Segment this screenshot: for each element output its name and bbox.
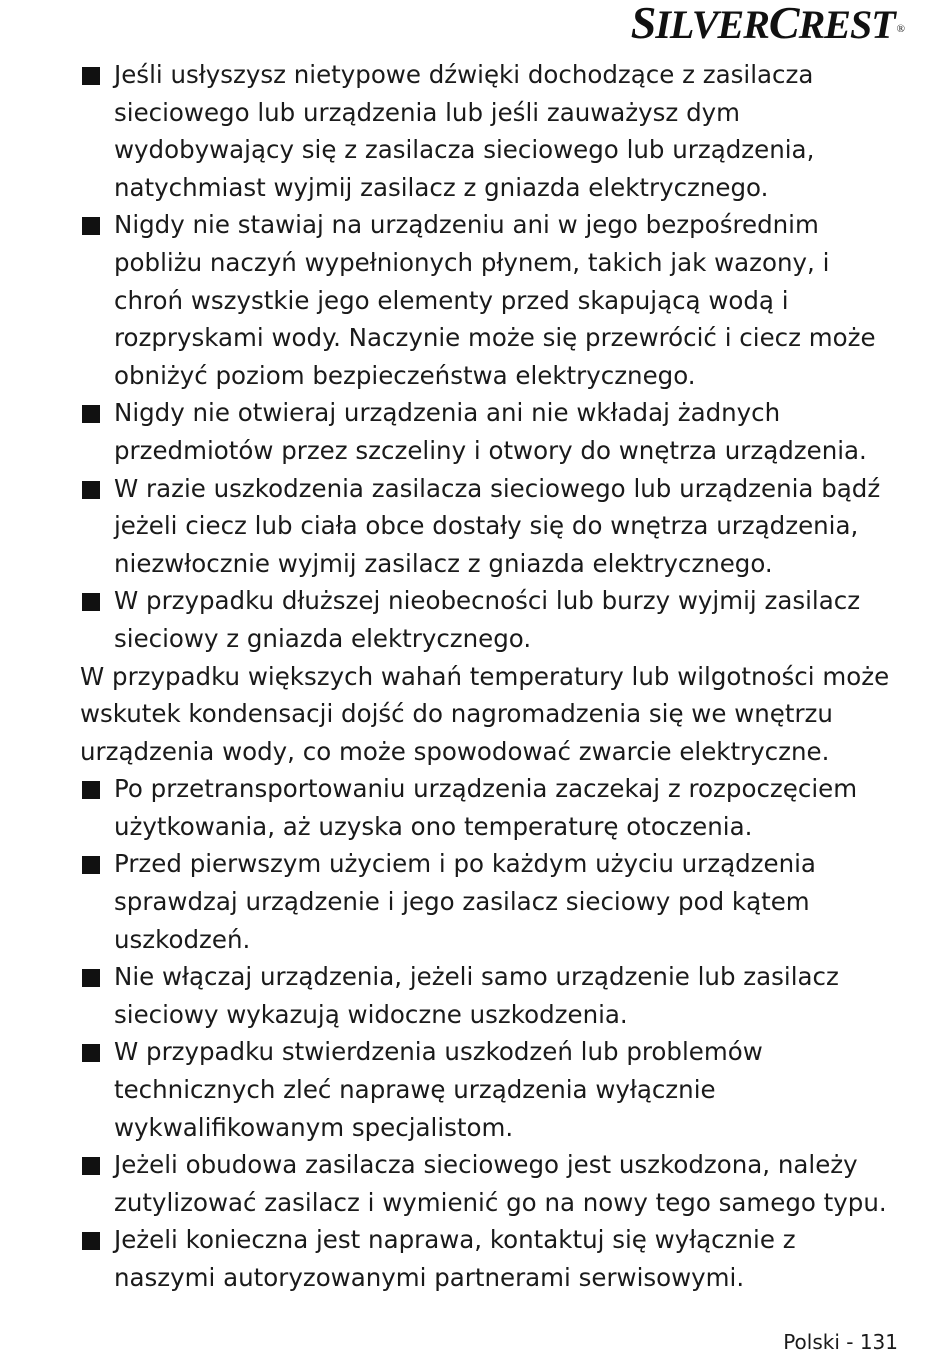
square-bullet-icon (82, 481, 100, 499)
square-bullet-icon (82, 781, 100, 799)
brand-text: ILVER (655, 2, 769, 47)
list-item-text: Jeżeli obudowa zasilacza sieciowego jest uszkodzona, należy zutylizować zasilacz i wymienić go na nowy tego samego typu. (114, 1150, 887, 1217)
list-item-text: Przed pierwszym użyciem i po każdym użyciu urządzenia sprawdzaj urządzenie i jego zasilacz sieciowy pod kątem uszkodzeń. (114, 849, 816, 954)
list-item (80, 394, 902, 469)
square-bullet-icon (82, 1044, 100, 1062)
list-item-text: W przypadku stwierdzenia uszkodzeń lub problemów technicznych zleć naprawę urządzenia wyłącznie wykwalifikowanym specjalistom. (114, 1037, 763, 1142)
list-item (80, 56, 902, 206)
list-item (80, 206, 902, 394)
list-item-text: Jeśli usłyszysz nietypowe dźwięki dochodzące z zasilacza sieciowego lub urządzenia lub jeśli zauważysz dym wydobywający się z zasilacza sieciowego lub urządzenia, natychmiast wyjmij zasilacz z gniazda elektrycznego. (114, 60, 815, 202)
list-item-text: Nie włączaj urządzenia, jeżeli samo urządzenie lub zasilacz sieciowy wykazują widoczne uszkodzenia. (114, 962, 839, 1029)
brand-text: REST (798, 2, 895, 47)
list-item-text: W przypadku dłuższej nieobecności lub burzy wyjmij zasilacz sieciowy z gniazda elektrycznego. (114, 586, 861, 653)
list-item-text: W razie uszkodzenia zasilacza sieciowego lub urządzenia bądź jeżeli ciecz lub ciała obce dostały się do wnętrza urządzenia, niezwłocznie wyjmij zasilacz z gniazda elektrycznego. (114, 473, 881, 578)
list-item (80, 1033, 902, 1146)
list-item-text: Jeżeli konieczna jest naprawa, kontaktuj się wyłącznie z naszymi autoryzowanymi partnerami serwisowymi. (114, 1225, 796, 1292)
registered-mark: ® (896, 23, 904, 35)
list-item-text: Nigdy nie stawiaj na urządzeniu ani w jego bezpośrednim pobliżu naczyń wypełnionych płynem, takich jak wazony, i chroń wszystkie jego elementy przed skapującą wodą i rozpryskami wody. Naczynie może się przewrócić i ciecz może obniżyć poziom bezpieczeństwa elektrycznego. (114, 210, 876, 390)
list-item (80, 470, 902, 583)
list-item-text: Po przetransportowaniu urządzenia zaczekaj z rozpoczęciem użytkowania, aż uzyska ono temperaturę otoczenia. (114, 774, 858, 841)
square-bullet-icon (82, 1157, 100, 1175)
list-item (80, 845, 902, 958)
list-item (80, 958, 902, 1033)
document-body (80, 56, 902, 1297)
list-item (80, 1221, 902, 1296)
list-item (80, 770, 902, 845)
square-bullet-icon (82, 856, 100, 874)
list-item (80, 1146, 902, 1221)
square-bullet-icon (82, 405, 100, 423)
brand-letter: C (768, 0, 799, 48)
square-bullet-icon (82, 1232, 100, 1250)
square-bullet-icon (82, 67, 100, 85)
paragraph: W przypadku większych wahań temperatury lub wilgotności może wskutek kondensacji dojść do nagromadzenia się we wnętrzu urządzenia wody, co może spowodować zwarcie elektryczne. (80, 661, 890, 766)
square-bullet-icon (82, 217, 100, 235)
brand-logo (631, 2, 904, 46)
list-item-text: Nigdy nie otwieraj urządzenia ani nie wkładaj żadnych przedmiotów przez szczeliny i otwory do wnętrza urządzenia. (114, 398, 867, 465)
square-bullet-icon (82, 969, 100, 987)
list-item (80, 582, 902, 657)
brand-letter: S (630, 0, 656, 48)
square-bullet-icon (82, 593, 100, 611)
page-number: Polski - 131 (783, 1330, 898, 1354)
